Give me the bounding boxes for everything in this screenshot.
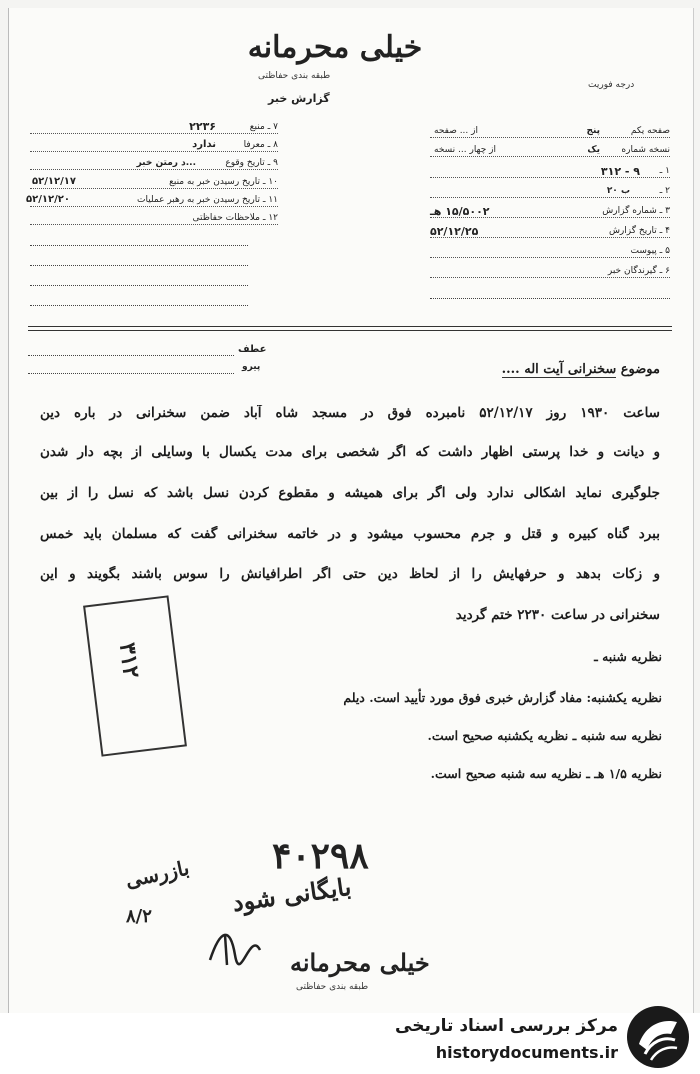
field-referrer: ۸ ـ معرفا ندارد	[30, 140, 278, 154]
field-received-by-source: ۱۰ ـ تاریخ رسیدن خبر به منبع ۵۲/۱۲/۱۷	[32, 176, 278, 187]
archive-stamp	[83, 595, 187, 756]
classification-handwritten: خیلی محرمانه	[247, 30, 423, 65]
footer-url[interactable]: historydocuments.ir	[435, 1043, 618, 1062]
separator-rule-thin	[28, 330, 672, 331]
subject-line: موضوع سخنرانی آیت اله ....	[501, 362, 660, 377]
classification-stamp-label: طبقه بندی حفاظتی	[258, 71, 331, 81]
field-copy-number: نسخه شماره یک از چهار ... نسخه	[430, 145, 670, 159]
handwritten-inspection-note: بازرسی	[123, 855, 192, 893]
footer-org-name: مرکز بررسی اسناد تاریخی	[395, 1016, 618, 1036]
body-line: ببرد گناه کبیره و قتل و جرم محسوب میشود و در خاتمه سخنرانی گفت که مسلمان باید خمس	[40, 526, 660, 542]
body-line: و زکات بدهد و حرفهایش را از لحاظ دین حتی اگر اطرافیانش را سوس باشند بگویند و این	[40, 566, 660, 582]
handwritten-number: ۴۰۲۹۸	[272, 835, 369, 877]
field-report-date: ۴ ـ تاریخ گزارش ۵۲/۱۲/۲۵	[430, 225, 670, 238]
field-attachment: ۵ ـ پیوست	[430, 246, 670, 260]
field-1: ۱ ـ ۹ - ۳۱۲	[430, 166, 670, 180]
field-security-notes: ۱۲ ـ ملاحظات حفاظتی	[30, 213, 278, 227]
report-title: گزارش خبر	[268, 92, 330, 105]
note-tuesday: نظریه سه شنبه ـ نظریه یکشنبه صحیح است.	[427, 728, 662, 743]
field-page: صفحه یکم پنج از ... صفحه	[430, 126, 670, 140]
body-line: جلوگیری نماید اشکالی ندارد ولی اگر برای همیشه و مقطوع کردن نسل باشد که نسل را از بین	[40, 485, 660, 501]
field-received-by-operations: ۱۱ ـ تاریخ رسیدن خبر به رهبر عملیات ۵۲/۱۲/۲۰	[26, 194, 278, 205]
follow-up-label: پیرو	[242, 362, 261, 372]
archive-logo-icon	[625, 1004, 691, 1070]
field-source: ۷ ـ منبع ۲۲۳۶	[30, 122, 278, 136]
bottom-classification-handwritten: خیلی محرمانه	[290, 948, 430, 977]
body-line: ساعت ۱۹۳۰ روز ۵۲/۱۲/۱۷ نامبرده فوق در مسجد شاه آباد ضمن سخنرانی در باره دین	[40, 405, 660, 421]
priority-label: درجه فوریت	[588, 80, 635, 90]
field-report-number: ۳ ـ شماره گزارش ۱۵/۵۰۰۲ هـ	[430, 205, 670, 218]
body-line-last: سخنرانی در ساعت ۲۲۳۰ ختم گردید	[455, 607, 660, 623]
body-line: و دیانت و خدا پرستی اظهار داشت که اگر شخصی برای مدت یکسال با وسایلی از بچه دار شدن	[40, 444, 660, 460]
note-final: نظریه ۱/۵ هـ ـ نظریه سه شنبه صحیح است.	[430, 766, 662, 781]
handwritten-signature-icon	[205, 920, 265, 970]
field-2: ۲ ـ ب ۲۰	[430, 186, 670, 200]
reference-label: عطف	[238, 344, 267, 355]
stamp-number: ۳۱۲	[113, 641, 145, 680]
note-sunday: نظریه یکشنبه: مفاد گزارش خبری فوق مورد تأیید است. دیلم	[343, 690, 662, 705]
handwritten-archive-note: بایگانی شود	[230, 871, 353, 918]
separator-rule	[28, 326, 672, 327]
note-saturday: نظریه شنبه ـ	[594, 649, 662, 664]
field-occurrence-date: ۹ ـ تاریخ وقوع ...د رمتن خبر	[30, 158, 278, 172]
field-recipients: ۶ ـ گیرندگان خبر	[430, 266, 670, 280]
handwritten-initials: ۸/۲	[126, 906, 152, 927]
bottom-classification-stamp: طبقه بندی حفاظتی	[296, 982, 369, 992]
